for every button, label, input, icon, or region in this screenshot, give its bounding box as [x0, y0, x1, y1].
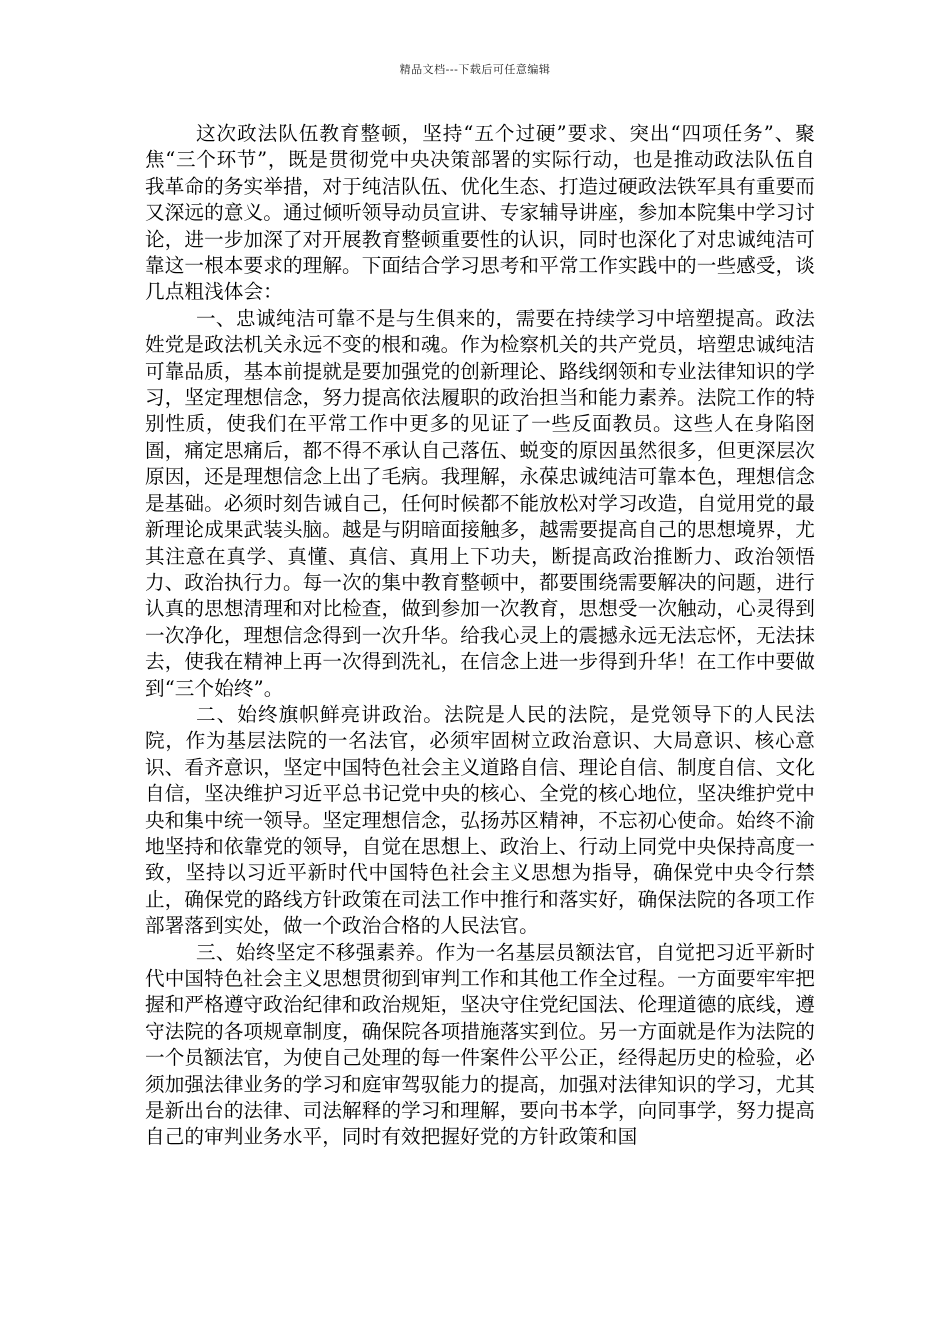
- page-header: 精品文档---下载后可任意编辑: [399, 63, 551, 76]
- paragraph-section-1: 一、忠诚纯洁可靠不是与生俱来的，需要在持续学习中培塑提高。政法姓党是政法机关永远不变的根和魂。作为检察机关的共产党员，培塑忠诚纯洁可靠品质，基本前提就是要加强党的创新理论、路线纲领和专业法律知识的学习，坚定理想信念，努力提高依法履职的政治担当和能力素养。法院工作的特别性质，使我们在平常工作中更多的见证了一些反面教员。这些人在身陷囹圄，痛定思痛后，都不得不承认自己落伍、蜕变的原因虽然很多，但更深层次原因，还是理想信念上出了毛病。我理解，永葆忠诚纯洁可靠本色，理想信念是基础。必须时刻告诫自己，任何时候都不能放松对学习改造，自觉用党的最新理论成果武装头脑。越是与阴暗面接触多，越需要提高自己的思想境界，尤其注意在真学、真懂、真信、真用上下功夫，断提高政治推断力、政治领悟力、政治执行力。每一次的集中教育整顿中，都要围绕需要解决的问题，进行认真的思想清理和对比检查，做到参加一次教育，思想受一次触动，心灵得到一次净化，理想信念得到一次升华。给我心灵上的震撼永远无法忘怀，无法抹去，使我在精神上再一次得到洗礼，在信念上进一步得到升华！在工作中要做到“三个始终”。: [145, 306, 815, 700]
- paragraph-section-3: 三、始终坚定不移强素养。作为一名基层员额法官，自觉把习近平新时代中国特色社会主义思想贯彻到审判工作和其他工作全过程。一方面要牢牢把握和严格遵守政治纪律和政治规矩，坚决守住党纪国法、伦理道德的底线，遵守法院的各项规章制度，确保院各项措施落实到位。另一方面就是作为法院的一个员额法官，为使自己处理的每一件案件公平公正，经得起历史的检验，必须加强法律业务的学习和庭审驾驭能力的提高，加强对法律知识的学习，尤其是新出台的法律、司法解释的学习和理解，要向书本学，向同事学，努力提高自己的审判业务水平，同时有效把握好党的方针政策和国: [145, 940, 815, 1149]
- paragraph-section-2: 二、始终旗帜鲜亮讲政治。法院是人民的法院，是党领导下的人民法院，作为基层法院的一名法官，必须牢固树立政治意识、大局意识、核心意识、看齐意识，坚定中国特色社会主义道路自信、理论自信、制度自信、文化自信，坚决维护习近平总书记党中央的核心、全党的核心地位，坚决维护党中央和集中统一领导。坚定理想信念，弘扬苏区精神，不忘初心使命。始终不渝地坚持和依靠党的领导，自觉在思想上、政治上、行动上同党中央保持高度一致，坚持以习近平新时代中国特色社会主义思想为指导，确保党中央令行禁止，确保党的路线方针政策在司法工作中推行和落实好，确保法院的各项工作部署落到实处，做一个政治合格的人民法官。: [145, 702, 815, 938]
- paragraph-intro: 这次政法队伍教育整顿，坚持“五个过硬”要求、突出“四项任务”、聚焦“三个环节”，既是贯彻党中央决策部署的实际行动，也是推动政法队伍自我革命的务实举措，对于纯洁队伍、优化生态、打造过硬政法铁军具有重要而又深远的意义。通过倾听领导动员宣讲、专家辅导讲座，参加本院集中学习讨论，进一步加深了对开展教育整顿重要性的认识，同时也深化了对忠诚纯洁可靠这一根本要求的理解。下面结合学习思考和平常工作实践中的一些感受，谈几点粗浅体会：: [145, 122, 815, 304]
- document-body: [145, 121, 815, 1151]
